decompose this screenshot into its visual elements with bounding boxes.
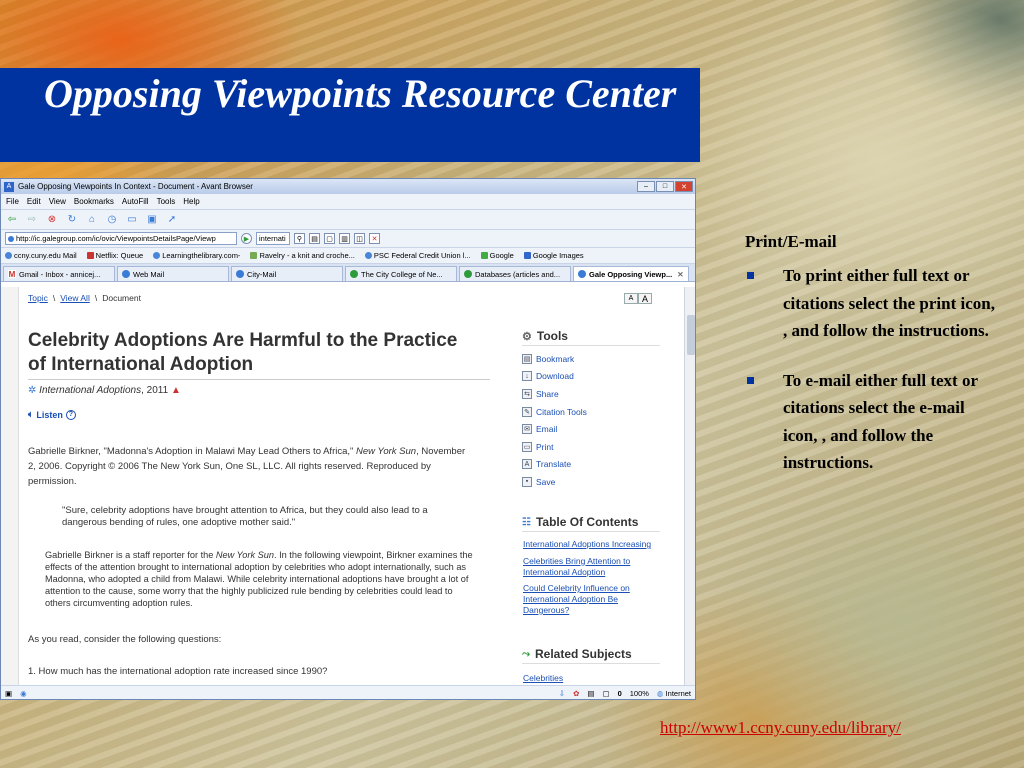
home-icon[interactable]: ⌂ — [88, 214, 96, 225]
email-icon: ✉ — [522, 424, 532, 434]
tab-close-icon[interactable]: ✕ — [677, 269, 684, 279]
tab-label: Gale Opposing Viewp... — [589, 269, 673, 279]
doc-icon[interactable]: ▢ — [324, 233, 335, 244]
toc-item[interactable]: Celebrities Bring Attention to International Adoption — [523, 555, 631, 577]
bookmark-item[interactable] — [250, 251, 354, 260]
close-tab-icon[interactable]: ✕ — [369, 233, 380, 244]
tool-bookmark[interactable] — [522, 350, 660, 368]
popup-count: 0 — [617, 689, 622, 698]
bookmark-label: Learningthelibrary.com- — [162, 251, 241, 260]
source-year: , 2011 — [141, 385, 169, 396]
search-input[interactable]: internati — [256, 232, 290, 245]
bookmark-item[interactable] — [524, 251, 584, 260]
related-panel — [522, 647, 660, 664]
tab-label: Web Mail — [133, 269, 165, 279]
zoom-level[interactable]: 100% — [629, 689, 649, 698]
toc-heading — [522, 515, 660, 532]
font-size-controls — [624, 293, 652, 304]
tool-label: Citation Tools — [536, 406, 587, 417]
status-right — [559, 689, 696, 698]
browser-app-icon: A — [4, 182, 14, 192]
page-status-icon: ▣ — [5, 689, 13, 698]
tab-citymail[interactable] — [231, 266, 343, 281]
bookmark-item[interactable] — [87, 251, 144, 260]
breadcrumb-current: Document — [102, 293, 141, 303]
menu-edit[interactable]: Edit — [26, 197, 41, 206]
minimize-button[interactable]: – — [637, 181, 655, 192]
intro-paragraph — [45, 549, 475, 609]
related-icon: ⤳ — [522, 648, 530, 660]
back-icon[interactable]: ⇦ — [7, 214, 17, 225]
tools-heading — [522, 329, 660, 346]
window-controls — [637, 181, 693, 192]
globe-icon: ◍ — [656, 689, 664, 698]
tab-label: Gmail - Inbox - annicej... — [19, 269, 101, 279]
related-item[interactable]: Celebrities — [523, 673, 564, 683]
share-icon: ⇆ — [522, 389, 532, 399]
download-status-icon[interactable]: ⇩ — [558, 689, 566, 698]
menu-autofill[interactable]: AutoFill — [121, 197, 149, 206]
listen-button[interactable] — [28, 409, 76, 420]
tools-panel — [522, 329, 660, 491]
tool-email[interactable] — [522, 420, 660, 438]
bookmark-item[interactable] — [481, 251, 514, 260]
citation-paragraph — [28, 444, 473, 489]
tile-icon[interactable]: ◫ — [354, 233, 365, 244]
bullet-square — [747, 272, 754, 279]
tool-label: Bookmark — [536, 353, 575, 364]
page-content — [1, 287, 696, 685]
ravelry-icon — [250, 252, 257, 259]
intro-prefix: Gabrielle Birkner is a staff reporter for the — [45, 550, 216, 560]
download-icon: ↓ — [522, 371, 532, 381]
tool-citation[interactable] — [522, 403, 660, 421]
globe-icon — [578, 270, 586, 278]
stop-icon[interactable]: ⊗ — [47, 214, 57, 225]
tool-label: Download — [536, 371, 574, 382]
related-heading-label: Related Subjects — [535, 647, 632, 661]
maximize-button[interactable]: □ — [656, 181, 674, 192]
menu-file[interactable]: File — [6, 197, 19, 206]
tools-icon: ⚙ — [522, 330, 532, 343]
instruction-text: To e-mail either full text or citations select the e-mail icon, , and follow the instructions. — [783, 370, 978, 472]
intro-publication: New York Sun — [215, 550, 274, 560]
menu-view[interactable]: View — [48, 197, 66, 206]
sparkle-icon: ✲ — [28, 385, 37, 396]
tab-databases[interactable] — [459, 266, 571, 281]
zone-text: Internet — [665, 689, 691, 698]
related-heading — [522, 647, 660, 664]
toc-icon: ☷ — [522, 516, 531, 528]
tool-share[interactable] — [522, 385, 660, 403]
tab-gale[interactable] — [573, 266, 689, 281]
source-title[interactable]: International Adoptions — [39, 385, 142, 396]
help-icon[interactable]: ? — [66, 410, 76, 420]
tool-label: Share — [536, 388, 559, 399]
status-bar — [1, 685, 696, 700]
globe-icon — [236, 270, 244, 278]
bookmark-label: ccny.cuny.edu Mail — [14, 251, 77, 260]
as-you-read: As you read, consider the following questions: — [28, 634, 222, 645]
address-bar — [1, 230, 695, 248]
citation-rest: , November 2, 2006. Copyright © 2006 The New York Sun, One SL, LLC. All rights reserved. Reproduced by permission. — [28, 446, 466, 487]
breadcrumb — [28, 293, 141, 303]
toc-list — [523, 539, 658, 622]
globe-icon — [365, 252, 372, 259]
toc-panel — [522, 515, 660, 532]
globe-icon — [5, 252, 12, 259]
save-icon: ▪ — [522, 477, 532, 487]
page-icon[interactable]: ▤ — [309, 233, 320, 244]
bookmark-item[interactable] — [153, 251, 240, 260]
instructions-heading: Print/E-mail — [745, 232, 837, 251]
font-larger-button[interactable]: A — [638, 293, 652, 304]
tool-label: Print — [536, 441, 554, 452]
slide-title: Opposing Viewpoints Resource Center — [44, 71, 677, 116]
citation-prefix: Gabrielle Birkner, "Madonna's Adoption in Malawi May Lead Others to Africa," — [28, 446, 357, 457]
print-icon: ▭ — [523, 443, 531, 451]
search-icon[interactable]: ⚲ — [294, 233, 305, 244]
screen-icon[interactable]: ▭ — [127, 214, 137, 225]
window-titlebar — [1, 179, 695, 194]
tab-bar — [1, 264, 695, 282]
layout-icon[interactable]: ▥ — [339, 233, 350, 244]
breadcrumb-topic[interactable]: Topic — [28, 293, 48, 303]
bookmark-icon: ▤ — [523, 355, 531, 363]
tool-translate[interactable] — [522, 456, 660, 474]
speaker-icon: 🔈︎ — [28, 409, 34, 419]
scrollbar[interactable] — [684, 287, 696, 685]
tool-label: Save — [536, 476, 556, 487]
refresh-icon[interactable]: ↻ — [67, 214, 77, 225]
bookmark-label: Ravelry - a knit and croche... — [259, 251, 355, 260]
toc-item[interactable]: Could Celebrity Influence on International Adoption Be Dangerous? — [523, 583, 630, 615]
instructions-panel — [745, 232, 995, 477]
side-strip — [1, 287, 19, 685]
ccny-icon — [464, 270, 472, 278]
bookmark-item[interactable] — [365, 251, 471, 260]
menu-help[interactable]: Help — [183, 197, 200, 206]
netflix-icon — [87, 252, 94, 259]
window-title: Gale Opposing Viewpoints In Context - Document - Avant Browser — [18, 182, 253, 191]
tab-gmail[interactable] — [3, 266, 115, 281]
pull-quote: "Sure, celebrity adoptions have brought attention to Africa, but they could also lead to a dangerous bending of rules, one adoptive mother said." — [62, 505, 428, 528]
menu-tools[interactable]: Tools — [156, 197, 176, 206]
bookmark-label: Netflix: Queue — [95, 251, 144, 260]
google-icon — [481, 252, 488, 259]
tool-print[interactable] — [522, 438, 660, 456]
tab-label: Databases (articles and... — [475, 269, 561, 279]
listen-label: Listen — [36, 409, 63, 420]
instruction-bullet — [745, 262, 995, 345]
tools-list — [522, 350, 660, 491]
tool-save[interactable] — [522, 473, 660, 491]
article-title: Celebrity Adoptions Are Harmful to the Practice of International Adoption — [28, 330, 458, 375]
bookmark-label: Google — [489, 251, 514, 260]
bookmark-item[interactable] — [5, 251, 77, 260]
tool-label: Email — [536, 424, 558, 435]
gmail-icon: M — [8, 269, 16, 279]
bookmark-label: PSC Federal Credit Union l... — [373, 251, 471, 260]
citation-publication: New York Sun — [356, 446, 417, 457]
citation-icon: ✎ — [522, 407, 532, 417]
toc-heading-label: Table Of Contents — [535, 515, 639, 529]
library-link[interactable]: http://www1.ccny.cuny.edu/library/ — [660, 718, 901, 737]
font-smaller-button[interactable]: A — [624, 293, 638, 304]
close-button[interactable]: ✕ — [675, 181, 693, 192]
breadcrumb-view-all[interactable]: View All — [60, 293, 90, 303]
divider — [28, 379, 490, 380]
toc-item[interactable]: International Adoptions Increasing — [523, 539, 652, 549]
nav-toolbar — [1, 210, 695, 230]
question-1: 1. How much has the international adoption rate increased since 1990? — [28, 666, 328, 677]
breadcrumb-sep: \ — [52, 293, 56, 303]
tool-label: Translate — [536, 459, 572, 470]
ie-icon: ◉ — [20, 689, 27, 698]
menu-bookmarks[interactable]: Bookmarks — [73, 197, 114, 206]
window-icon[interactable]: ▣ — [147, 214, 157, 225]
tab-webmail[interactable] — [117, 266, 229, 281]
url-input[interactable]: http://ic.galegroup.com/ic/ovic/ViewpointsDetailsPage/Viewp — [5, 232, 237, 245]
popup-icon[interactable]: ▢ — [602, 689, 610, 698]
history-icon[interactable]: ◷ — [107, 214, 117, 225]
ccny-icon — [350, 270, 358, 278]
source-line — [28, 385, 181, 396]
page-icon[interactable]: ▤ — [587, 689, 595, 698]
translate-icon: A — [522, 459, 532, 469]
bookmarks-bar — [1, 248, 695, 264]
go-icon[interactable]: ▶ — [241, 233, 252, 244]
tab-ccny[interactable] — [345, 266, 457, 281]
addon-icon[interactable]: ✿ — [573, 689, 580, 698]
instruction-bullet — [745, 367, 995, 477]
zone-label — [657, 689, 691, 698]
globe-icon — [122, 270, 130, 278]
tab-label: The City College of Ne... — [361, 269, 443, 279]
breadcrumb-sep: \ — [94, 293, 98, 303]
scroll-thumb[interactable] — [687, 315, 695, 355]
instruction-text: To print either full text or citations select the print icon, , and follow the instructions. — [783, 266, 995, 340]
tab-label: City-Mail — [247, 269, 277, 279]
bullet-square — [747, 377, 754, 384]
browser-window — [0, 178, 696, 700]
pointer-icon[interactable]: ➚ — [167, 214, 177, 225]
tool-download[interactable] — [522, 368, 660, 386]
google-images-icon — [524, 252, 531, 259]
forward-icon[interactable]: ⇨ — [27, 214, 37, 225]
tools-heading-label: Tools — [536, 329, 568, 343]
globe-icon — [153, 252, 160, 259]
bookmark-label: Google Images — [532, 251, 584, 260]
arrow-up-icon[interactable]: ▲ — [170, 385, 181, 396]
intro-rest: . In the following viewpoint, Birkner examines the effects of the attention brought to international adoption by celebrities who adopt internationally, such as Madonna, who adopted a child from Malawi. While celebrity international adoptions have brought a lot of attention to the cause, some worry that the highly publicized rule bending by celebrities could lead to others circumventing adoption rules. — [45, 550, 473, 608]
menu-bar — [1, 194, 695, 210]
